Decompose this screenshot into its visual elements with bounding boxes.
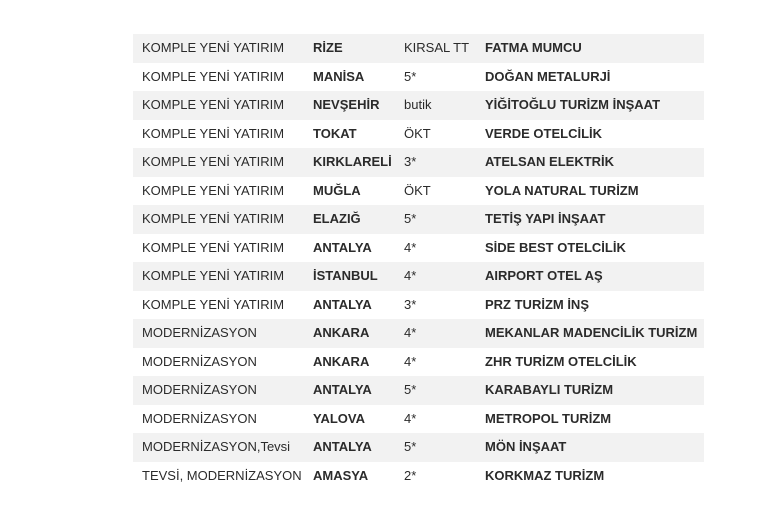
table-row (133, 91, 704, 120)
table-row (133, 234, 704, 263)
hotel-class-cell: 4* (404, 405, 485, 434)
investment-type-cell: TEVSİ, MODERNİZASYON (133, 462, 313, 491)
investment-type-cell: KOMPLE YENİ YATIRIM (133, 34, 313, 63)
city-cell: ELAZIĞ (313, 205, 404, 234)
company-cell: VERDE OTELCİLİK (485, 120, 704, 149)
city-cell: ANKARA (313, 319, 404, 348)
city-cell: ANTALYA (313, 433, 404, 462)
table-row (133, 319, 704, 348)
investment-table-container (133, 34, 704, 490)
investment-type-cell: KOMPLE YENİ YATIRIM (133, 91, 313, 120)
investment-type-cell: KOMPLE YENİ YATIRIM (133, 234, 313, 263)
table-row (133, 462, 704, 491)
company-cell: FATMA MUMCU (485, 34, 704, 63)
investment-table-body (133, 34, 704, 490)
table-row (133, 405, 704, 434)
city-cell: MANİSA (313, 63, 404, 92)
hotel-class-cell: 4* (404, 262, 485, 291)
investment-type-cell: KOMPLE YENİ YATIRIM (133, 63, 313, 92)
investment-type-cell: KOMPLE YENİ YATIRIM (133, 148, 313, 177)
city-cell: NEVŞEHİR (313, 91, 404, 120)
hotel-class-cell: ÖKT (404, 120, 485, 149)
table-row (133, 262, 704, 291)
hotel-class-cell: KIRSAL TT (404, 34, 485, 63)
hotel-class-cell: 4* (404, 348, 485, 377)
table-row (133, 63, 704, 92)
hotel-class-cell: 2* (404, 462, 485, 491)
investment-type-cell: MODERNİZASYON (133, 319, 313, 348)
investment-type-cell: MODERNİZASYON (133, 405, 313, 434)
investment-type-cell: KOMPLE YENİ YATIRIM (133, 120, 313, 149)
table-row (133, 205, 704, 234)
city-cell: TOKAT (313, 120, 404, 149)
table-row (133, 148, 704, 177)
city-cell: ANTALYA (313, 376, 404, 405)
company-cell: YİĞİTOĞLU TURİZM İNŞAAT (485, 91, 704, 120)
investment-type-cell: MODERNİZASYON (133, 376, 313, 405)
city-cell: ANKARA (313, 348, 404, 377)
investment-type-cell: MODERNİZASYON,Tevsi (133, 433, 313, 462)
investment-type-cell: KOMPLE YENİ YATIRIM (133, 291, 313, 320)
company-cell: AIRPORT OTEL AŞ (485, 262, 704, 291)
hotel-class-cell: 3* (404, 148, 485, 177)
city-cell: KIRKLARELİ (313, 148, 404, 177)
city-cell: İSTANBUL (313, 262, 404, 291)
investment-table (133, 34, 704, 490)
investment-type-cell: KOMPLE YENİ YATIRIM (133, 262, 313, 291)
city-cell: MUĞLA (313, 177, 404, 206)
hotel-class-cell: 4* (404, 319, 485, 348)
company-cell: ZHR TURİZM OTELCİLİK (485, 348, 704, 377)
city-cell: YALOVA (313, 405, 404, 434)
investment-type-cell: KOMPLE YENİ YATIRIM (133, 205, 313, 234)
city-cell: ANTALYA (313, 291, 404, 320)
hotel-class-cell: 5* (404, 205, 485, 234)
table-row (133, 433, 704, 462)
city-cell: AMASYA (313, 462, 404, 491)
hotel-class-cell: 5* (404, 433, 485, 462)
company-cell: KORKMAZ TURİZM (485, 462, 704, 491)
company-cell: KARABAYLI TURİZM (485, 376, 704, 405)
hotel-class-cell: 3* (404, 291, 485, 320)
hotel-class-cell: 4* (404, 234, 485, 263)
company-cell: MÖN İNŞAAT (485, 433, 704, 462)
table-row (133, 177, 704, 206)
company-cell: PRZ TURİZM İNŞ (485, 291, 704, 320)
table-row (133, 120, 704, 149)
city-cell: ANTALYA (313, 234, 404, 263)
table-row (133, 291, 704, 320)
table-row (133, 376, 704, 405)
company-cell: YOLA NATURAL TURİZM (485, 177, 704, 206)
company-cell: TETİŞ YAPI İNŞAAT (485, 205, 704, 234)
table-row (133, 34, 704, 63)
hotel-class-cell: 5* (404, 63, 485, 92)
table-row (133, 348, 704, 377)
city-cell: RİZE (313, 34, 404, 63)
company-cell: SİDE BEST OTELCİLİK (485, 234, 704, 263)
hotel-class-cell: butik (404, 91, 485, 120)
investment-type-cell: KOMPLE YENİ YATIRIM (133, 177, 313, 206)
hotel-class-cell: ÖKT (404, 177, 485, 206)
company-cell: METROPOL TURİZM (485, 405, 704, 434)
company-cell: MEKANLAR MADENCİLİK TURİZM (485, 319, 704, 348)
company-cell: DOĞAN METALURJİ (485, 63, 704, 92)
company-cell: ATELSAN ELEKTRİK (485, 148, 704, 177)
investment-type-cell: MODERNİZASYON (133, 348, 313, 377)
hotel-class-cell: 5* (404, 376, 485, 405)
